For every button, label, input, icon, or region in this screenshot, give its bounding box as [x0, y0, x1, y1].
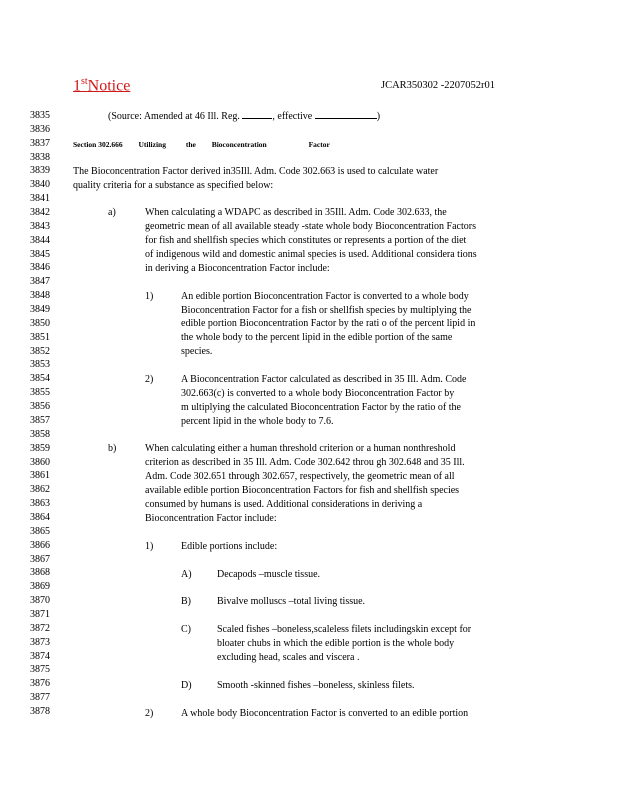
subitem-label: A) [181, 569, 192, 580]
line-number: 3854 [30, 373, 50, 385]
subitem-label: B) [181, 596, 191, 607]
paragraph-b-line: Bioconcentration Factor include: [145, 513, 277, 524]
item-b2-label: 2) [145, 708, 154, 719]
item-a1-line: the whole body to the percent lipid in the edible portion of the same [181, 332, 453, 343]
item-a2-line: percent lipid in the whole body to 7.6. [181, 416, 334, 427]
item-b2-text: A whole body Bioconcentration Factor is converted to an edible portion [181, 708, 469, 719]
line-number: 3843 [30, 220, 50, 232]
line-number: 3868 [30, 567, 50, 579]
line-number: 3876 [30, 678, 50, 690]
subitem-line: bloater chubs in which the edible portion is the whole body [217, 638, 455, 649]
line-number: 3869 [30, 581, 50, 593]
subitem-line: Scaled fishes –boneless,scaleless filets includingskin except for [217, 624, 472, 635]
notice-title: 1stNotice [73, 76, 131, 95]
line-number: 3859 [30, 442, 50, 454]
item-a1-line: edible portion Bioconcentration Factor by the rati o of the percent lipid in [181, 318, 476, 329]
line-number: 3866 [30, 539, 50, 551]
line-number: 3877 [30, 692, 50, 704]
item-b1-label: 1) [145, 541, 154, 552]
subitem-line: excluding head, scales and viscera . [217, 652, 360, 663]
line-number: 3863 [30, 498, 50, 510]
line-number: 3836 [30, 123, 50, 135]
document-code: JCAR350302 -2207052r01 [381, 80, 496, 91]
subitem-label: C) [181, 624, 191, 635]
line-number: 3870 [30, 595, 50, 607]
paragraph-a-label: a) [108, 207, 116, 218]
item-a1-line: species. [181, 346, 213, 357]
line-number: 3853 [30, 359, 50, 371]
line-number: 3838 [30, 151, 50, 163]
paragraph-b-line: consumed by humans is used. Additional considerations in deriving a [145, 499, 423, 510]
line-number: 3835 [30, 110, 50, 121]
subitem-line: Decapods –muscle tissue. [217, 569, 321, 580]
source-note: (Source: Amended at 46 Ill. Reg. , effective ) [108, 111, 381, 122]
paragraph-b-line: criterion as described in 35 Ill. Adm. Code 302.642 throu gh 302.648 and 35 Ill. [145, 457, 465, 468]
paragraph-b-line: available edible portion Bioconcentration Factors for fish and shellfish species [145, 485, 460, 496]
paragraph-a-line: of indigenous wild and domestic animal species is used. Additional considera tions [145, 249, 477, 260]
item-a1-line: Bioconcentration Factor for a fish or shellfish species by multiplying the [181, 305, 472, 316]
item-a2-line: 302.663(c) is converted to a whole body Bioconcentration Factor by [181, 388, 455, 399]
line-number: 3839 [30, 165, 50, 177]
line-number: 3857 [30, 414, 50, 426]
line-number: 3860 [30, 456, 50, 468]
line-number: 3849 [30, 304, 50, 316]
line-number: 3864 [30, 511, 50, 523]
item-a2-line: m ultiplying the calculated Bioconcentration Factor by the ratio of the [181, 402, 461, 413]
item-a1-label: 1) [145, 291, 154, 302]
line-number: 3845 [30, 248, 50, 260]
item-a2-line: A Bioconcentration Factor calculated as described in 35 Ill. Adm. Code [181, 374, 467, 385]
item-b1-text: Edible portions include: [181, 541, 278, 552]
section-heading: Section 302.666 Utilizing the Bioconcentration Factor [73, 140, 330, 149]
item-a2-label: 2) [145, 374, 154, 385]
line-number: 3878 [30, 705, 50, 717]
line-number: 3851 [30, 331, 50, 343]
line-number: 3841 [30, 193, 50, 205]
paragraph-b-line: Adm. Code 302.651 through 302.657, respectively, the geometric mean of all [145, 471, 455, 482]
line-number: 3871 [30, 608, 50, 620]
line-number: 3867 [30, 553, 50, 565]
line-number: 3837 [30, 137, 50, 149]
paragraph-b-label: b) [108, 443, 117, 454]
line-number: 3862 [30, 484, 50, 496]
line-number: 3846 [30, 262, 50, 274]
line-number: 3874 [30, 650, 50, 662]
subitem-line: Smooth -skinned fishes –boneless, skinless filets. [217, 680, 415, 691]
paragraph-a-line: When calculating a WDAPC as described in 35Ill. Adm. Code 302.633, the [145, 207, 447, 218]
intro-line-1: The Bioconcentration Factor derived in35Ill. Adm. Code 302.663 is used to calculate water [73, 166, 439, 177]
line-number: 3861 [30, 470, 50, 482]
subitem-line: Bivalve molluscs –total living tissue. [217, 596, 366, 607]
line-number: 3872 [30, 622, 50, 634]
line-number: 3844 [30, 234, 50, 246]
item-a1-line: An edible portion Bioconcentration Factor is converted to a whole body [181, 291, 469, 302]
paragraph-a-line: for fish and shellfish species which constitutes or represents a portion of the diet [145, 235, 467, 246]
intro-line-2: quality criteria for a substance as specified below: [73, 180, 274, 191]
paragraph-a-line: geometric mean of all available steady -state whole body Bioconcentration Factors [145, 221, 476, 232]
paragraph-b-line: When calculating either a human threshold criterion or a human nonthreshold [145, 443, 456, 454]
subitem-label: D) [181, 680, 192, 691]
line-number: 3840 [30, 179, 50, 191]
line-number: 3852 [30, 345, 50, 357]
line-number: 3847 [30, 276, 50, 288]
line-number: 3873 [30, 636, 50, 648]
line-number: 3858 [30, 428, 50, 440]
line-number: 3855 [30, 387, 50, 399]
line-number: 3856 [30, 401, 50, 413]
line-number: 3848 [30, 290, 50, 302]
line-number: 3850 [30, 317, 50, 329]
line-number: 3865 [30, 525, 50, 537]
line-number: 3842 [30, 207, 50, 219]
line-number: 3875 [30, 664, 50, 676]
paragraph-a-line: in deriving a Bioconcentration Factor include: [145, 263, 330, 274]
